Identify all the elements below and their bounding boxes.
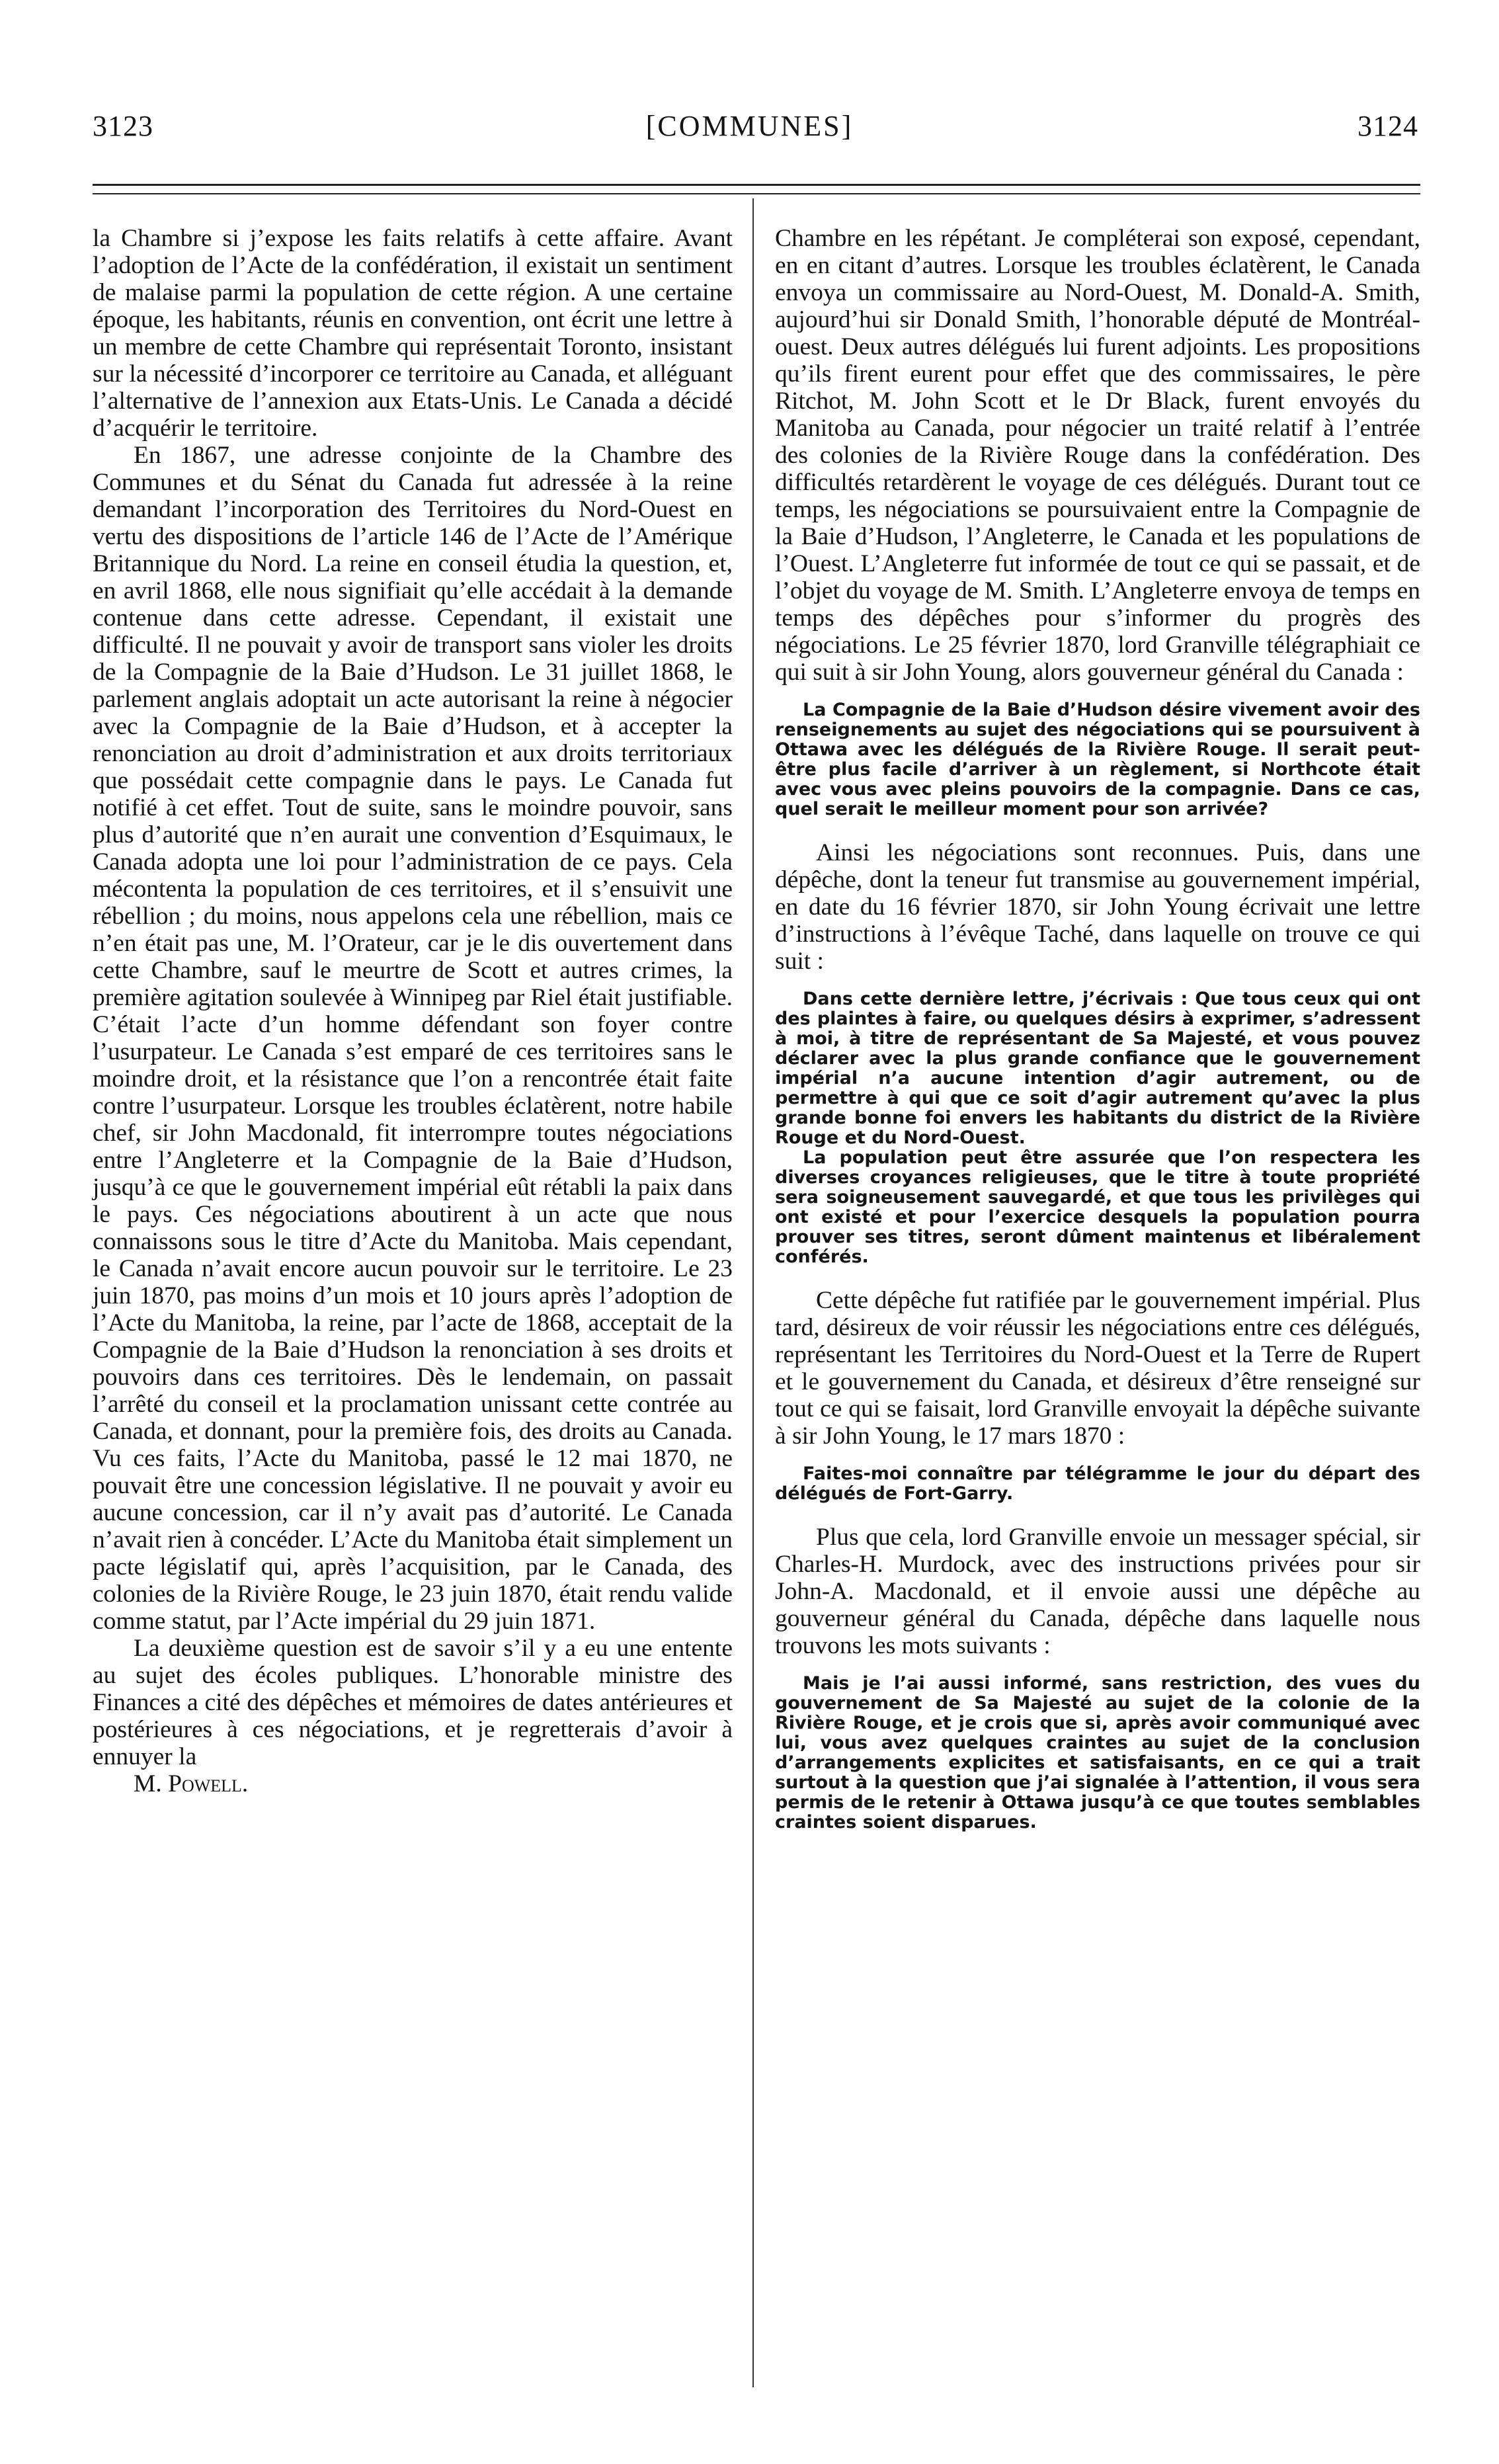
quote-granville-dispatch: Mais je l’ai aussi informé, sans restriction, des vues du gouvernement de Sa Majesté au sujet de la colonie de la Rivière Rouge, et je crois que si, après avoir communiqué avec lui, vous avez quelques craintes au sujet de la conclusion d’arrangements explicites et satisfaisants, en ce qui a trait surtout à la question que j’ai signalée à l’attention, il vous sera permis de le retenir à Ottawa jusqu’à ce que toutes semblables craintes soient disparues. xyxy=(775,1673,1420,1832)
speaker-signature: M. Powell. xyxy=(134,1770,249,1797)
header-rule-bottom xyxy=(93,193,1420,194)
quote-telegram-granville: La Compagnie de la Baie d’Hudson désire vivement avoir des renseignements au sujet des négociations qui se poursuivent à Ottawa avec les délégués de la Rivière Rouge. Il serait peut-être plus facile d’arriver à un règlement, si Northcote était avec vous avec pleins pouvoirs de la compagnie. Dans ce cas, quel serait le meilleur moment pour son arrivée? xyxy=(775,700,1420,819)
left-paragraph-2: En 1867, une adresse conjointe de la Chambre des Communes et du Sénat du Canada fut adressée à la reine demandant l’incorporation des Territoires du Nord-Ouest en vertu des dispositions de l’article 146 de l’Acte de l’Amérique Britannique du Nord. La reine en conseil étudia la question, et, en avril 1868, elle nous signifiait qu’elle accédait à la demande contenue dans cette adresse. Cependant, il existait une difficulté. Il ne pouvait y avoir de transport sans violer les droits de la Compagnie de la Baie d’Hudson. Le 31 juillet 1868, le parlement anglais adoptait un acte autorisant la reine à négocier avec la Compagnie de la Baie d’Hudson, et à accepter la renonciation au droit d’administration et aux droits territoriaux que possédait cette compagnie dans le pays. Le Canada fut notifié à cet effet. Tout de suite, sans le moindre pouvoir, sans plus d’autorité que n’en aurait une convention d’Esquimaux, le Canada adopta une loi pour l’administration de ce pays. Cela mécontenta la population de ces territoires, et il s’ensuivit une rébellion ; du moins, nous appelons cela une rébellion, mais ce n’en était pas une, M. l’Orateur, car je le dis ouvertement dans cette Chambre, sauf le meurtre de Scott et autres crimes, la première agitation soulevée à Winnipeg par Riel était justifiable. C’était l’acte d’un homme défendant son foyer contre l’usurpateur. Le Canada s’est emparé de ces territoires sans le moindre droit, et la résistance que l’on a rencontrée était faite contre l’usurpateur. Lorsque les troubles éclatèrent, notre habile chef, sir John Macdonald, fit interrompre toutes négociations entre l’Angleterre et la Compagnie de la Baie d’Hudson, jusqu’à ce que le gouvernement impérial eût rétabli la paix dans le pays. Ces négociations aboutirent à un acte que nous connaissons sous le titre d’Acte du Manitoba. Mais cependant, le Canada n’avait encore aucun pouvoir sur le territoire. Le 23 juin 1870, pas moins d’un mois et 10 jours après l’adoption de l’Acte du Manitoba, la reine, par l’acte de 1868, acceptait de la Compagnie de la Baie d’Hudson la renonciation à ses droits et pouvoirs dans ces territoires. Dès le lendemain, on passait l’arrêté du conseil et la proclamation unissant cette contrée au Canada, et donnant, pour la première fois, des droits au Canada. Vu ces faits, l’Acte du Manitoba, passé le 12 mai 1870, ne pouvait être une concession législative. Il ne pouvait y avoir eu aucune concession, car il n’y avait pas d’autorité. Le Canada n’avait rien à concéder. L’Acte du Manitoba était simplement un pacte législatif qui, après l’acquisition, par le Canada, des colonies de la Rivière Rouge, le 23 juin 1870, était rendu valide comme statut, par l’Acte impérial du 29 juin 1871. xyxy=(93,442,733,1635)
page-number-right: 3124 xyxy=(1357,110,1418,142)
header-rule-top xyxy=(93,184,1420,186)
left-column xyxy=(93,225,733,1797)
right-column xyxy=(775,225,1420,1832)
quote-young-letter-1: Dans cette dernière lettre, j’écrivais : Que tous ceux qui ont des plaintes à faire, ou quelques désirs à exprimer, s’adressent à moi, à titre de représentant de Sa Majesté, et vous pouvez déclarer avec la plus grande confiance que le gouvernement impérial n’a aucune intention d’agir autrement, ou de permettre à qui que ce soit d’agir autrement qu’avec la plus grande bonne foi envers les habitants du district de la Rivière Rouge et du Nord-Ouest. xyxy=(775,989,1420,1148)
right-paragraph-1: Chambre en les répétant. Je compléterai son exposé, cependant, en en citant d’autres. Lorsque les troubles éclatèrent, le Canada envoya un commissaire au Nord-Ouest, M. Donald-A. Smith, aujourd’hui sir Donald Smith, l’honorable député de Montréal-ouest. Deux autres délégués lui furent adjoints. Les propositions qu’ils firent eurent pour effet que des commissaires, le père Ritchot, M. John Scott et le Dr Black, furent envoyés du Manitoba au Canada, pour négocier un traité relatif à l’entrée des colonies de la Rivière Rouge dans la confédération. Des difficultés retardèrent le voyage de ces délégués. Durant tout ce temps, les négociations se poursuivaient entre la Compagnie de la Baie d’Hudson, l’Angleterre, le Canada et les populations de l’Ouest. L’Angleterre fut informée de tout ce qui se passait, et de l’objet du voyage de M. Smith. L’Angleterre envoya de temps en temps des dépêches pour s’informer du progrès des négociations. Le 25 février 1870, lord Granville télégraphiait ce qui suit à sir John Young, alors gouverneur général du Canada : xyxy=(775,225,1420,686)
left-paragraph-3: La deuxième question est de savoir s’il y a eu une entente au sujet des écoles publiques. L’honorable ministre des Finances a cité des dépêches et mémoires de dates antérieures et postérieures à ces négociations, et je regretterais d’avoir à ennuyer la xyxy=(93,1635,733,1770)
right-paragraph-4: Plus que cela, lord Granville envoie un messager spécial, sir Charles-H. Murdock, avec des instructions privées pour sir John-A. Macdonald, et il envoie aussi une dépêche au gouverneur général du Canada, dépêche dans laquelle nous trouvons les mots suivants : xyxy=(775,1524,1420,1659)
quote-young-letter-2: La population peut être assurée que l’on respectera les diverses croyances religieuses, que le titre à toute propriété sera soigneusement sauvegardé, et que tous les privilèges qui ont existé et pour l’exercice desquels la population pourra prouver ses titres, seront dûment maintenus et libéralement conférés. xyxy=(775,1147,1420,1267)
right-paragraph-3: Cette dépêche fut ratifiée par le gouvernement impérial. Plus tard, désireux de voir réussir les négociations entre ces délégués, représentant les Territoires du Nord-Ouest et la Terre de Rupert et le gouvernement du Canada, et désireux d’être renseigné sur tout ce qui se faisait, lord Granville envoyait la dépêche suivante à sir John Young, le 17 mars 1870 : xyxy=(775,1287,1420,1450)
page-number-left: 3123 xyxy=(93,110,153,142)
left-paragraph-1: la Chambre si j’expose les faits relatifs à cette affaire. Avant l’adoption de l’Acte de la confédération, il existait un sentiment de malaise parmi la population de cette région. A une certaine époque, les habitants, réunis en convention, ont écrit une lettre à un membre de cette Chambre qui représentait Toronto, insistant sur la nécessité d’incorporer ce territoire au Canada, et alléguant l’alternative de l’annexion aux Etats-Unis. Le Canada a décidé d’acquérir le territoire. xyxy=(93,225,733,442)
running-title: [COMMUNES] xyxy=(645,110,854,142)
column-divider xyxy=(752,198,754,2387)
right-paragraph-2: Ainsi les négociations sont reconnues. Puis, dans une dépêche, dont la teneur fut transmise au gouvernement impérial, en date du 16 février 1870, sir John Young écrivait une lettre d’instructions à l’évêque Taché, dans laquelle on trouve ce qui suit : xyxy=(775,839,1420,975)
quote-fort-garry: Faites-moi connaître par télégramme le jour du départ des délégués de Fort-Garry. xyxy=(775,1463,1420,1504)
